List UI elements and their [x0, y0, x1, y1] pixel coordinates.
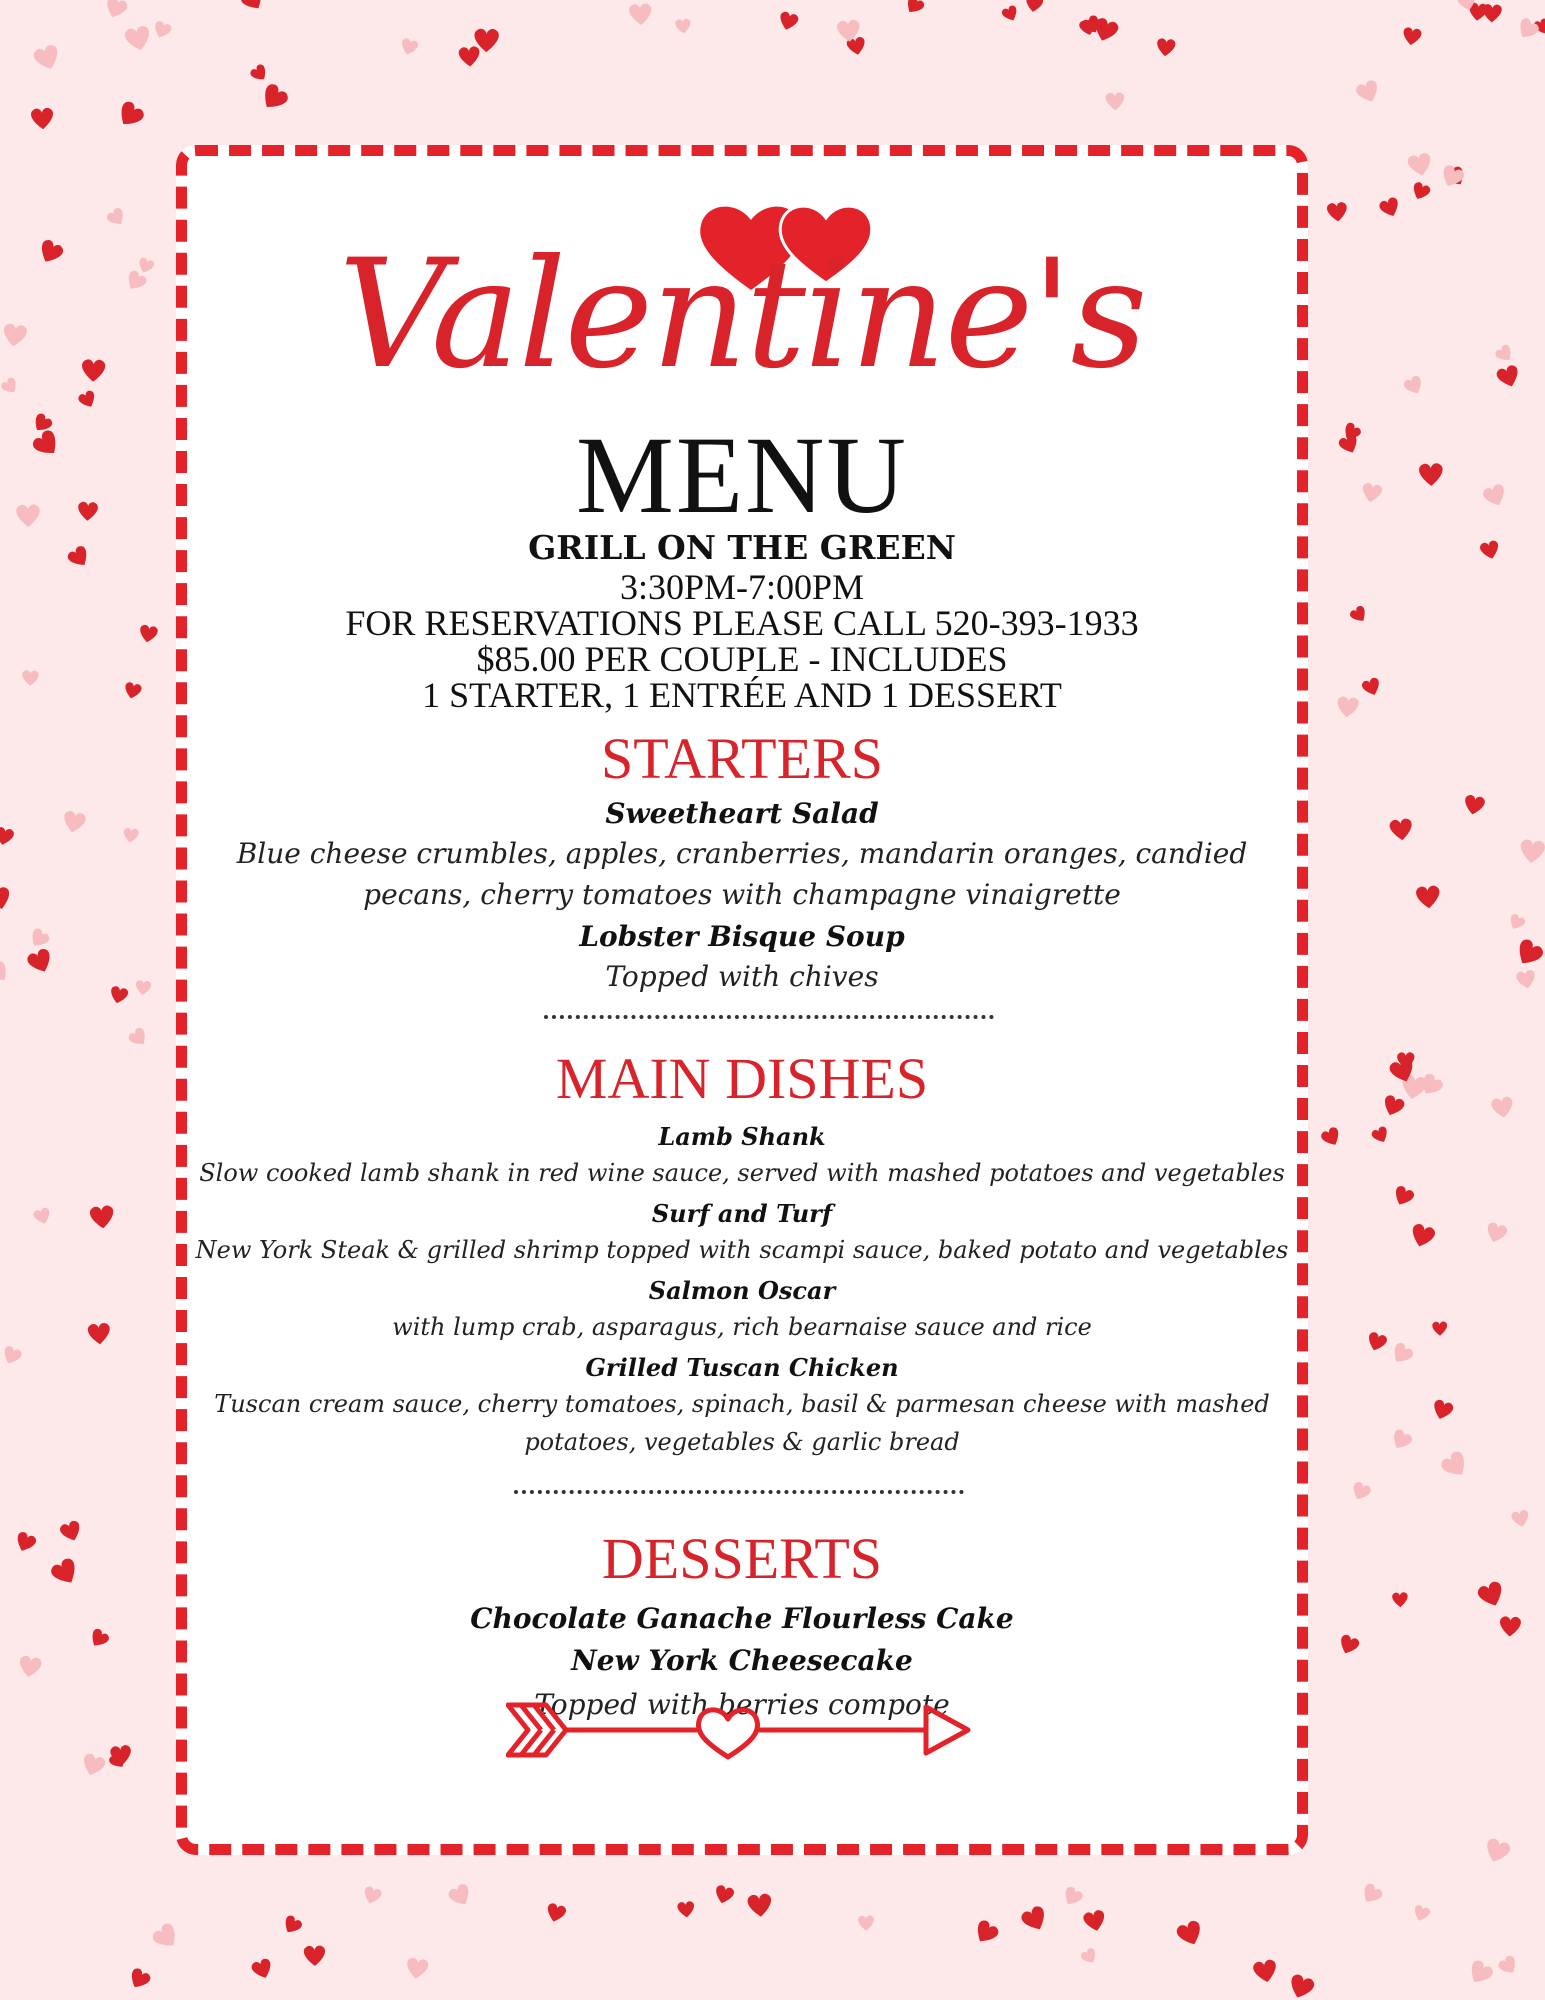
- heart-arrow-icon: [506, 1695, 976, 1765]
- confetti-heart-icon: [138, 624, 158, 644]
- starter-item-name: Lobster Bisque Soup: [579, 920, 905, 953]
- confetti-heart-icon: [1337, 433, 1361, 456]
- confetti-heart-icon: [1410, 181, 1432, 203]
- confetti-heart-icon: [858, 1915, 874, 1930]
- confetti-heart-icon: [713, 1884, 735, 1906]
- confetti-heart-icon: [152, 20, 173, 41]
- confetti-heart-icon: [1370, 1125, 1391, 1145]
- confetti-heart-icon: [123, 681, 143, 700]
- confetti-heart-icon: [0, 376, 20, 397]
- confetti-heart-icon: [971, 1918, 1000, 1947]
- confetti-heart-icon: [1337, 1633, 1361, 1657]
- confetti-heart-icon: [1497, 1954, 1521, 1978]
- confetti-heart-icon: [18, 1655, 43, 1679]
- confetti-heart-icon: [405, 1957, 429, 1980]
- menu-heading: MENU: [576, 414, 908, 536]
- confetti-heart-icon: [1432, 1321, 1447, 1336]
- confetti-heart-icon: [1499, 1616, 1521, 1637]
- confetti-heart-icon: [257, 82, 290, 115]
- section-divider: [514, 1490, 964, 1494]
- confetti-heart-icon: [1175, 1919, 1205, 1949]
- confetti-heart-icon: [25, 947, 55, 976]
- confetti-heart-icon: [1476, 1580, 1507, 1610]
- confetti-heart-icon: [1419, 463, 1443, 486]
- confetti-heart-icon: [0, 959, 12, 986]
- confetti-heart-icon: [1431, 1398, 1455, 1421]
- confetti-heart-icon: [1402, 27, 1422, 47]
- confetti-heart-icon: [280, 1914, 303, 1937]
- confetti-heart-icon: [1389, 818, 1413, 842]
- confetti-heart-icon: [903, 0, 926, 17]
- confetti-heart-icon: [1320, 1126, 1344, 1149]
- section-divider: [544, 1015, 994, 1019]
- confetti-heart-icon: [1354, 79, 1382, 106]
- confetti-heart-icon: [0, 1345, 23, 1367]
- confetti-heart-icon: [124, 25, 153, 53]
- confetti-heart-icon: [66, 544, 93, 571]
- confetti-heart-icon: [59, 1519, 84, 1544]
- confetti-heart-icon: [1156, 38, 1176, 57]
- confetti-heart-icon: [32, 1207, 52, 1227]
- hours-line: 3:30PM-7:00PM: [619, 567, 865, 607]
- confetti-heart-icon: [1001, 4, 1021, 23]
- confetti-heart-icon: [447, 1882, 475, 1909]
- confetti-heart-icon: [747, 1893, 773, 1918]
- confetti-heart-icon: [105, 206, 128, 229]
- confetti-heart-icon: [1326, 202, 1348, 223]
- confetti-heart-icon: [103, 0, 129, 21]
- confetti-heart-icon: [1082, 1909, 1107, 1933]
- main-item-name: Lamb Shank: [658, 1122, 826, 1151]
- confetti-heart-icon: [1380, 1094, 1405, 1119]
- confetti-heart-icon: [1495, 364, 1522, 390]
- confetti-heart-icon: [108, 985, 129, 1005]
- confetti-heart-icon: [1507, 913, 1527, 933]
- confetti-heart-icon: [1479, 540, 1501, 561]
- dessert-item-desc: Topped with berries compote: [534, 1688, 950, 1721]
- confetti-heart-icon: [16, 504, 40, 527]
- confetti-heart-icon: [629, 3, 653, 26]
- confetti-heart-icon: [1079, 1947, 1099, 1967]
- confetti-heart-icon: [677, 1901, 695, 1918]
- confetti-heart-icon: [1286, 1973, 1315, 2000]
- confetti-heart-icon: [1463, 794, 1486, 816]
- confetti-heart-icon: [1490, 1096, 1514, 1119]
- price-line: $85.00 PER COUPLE - INCLUDES: [476, 639, 1008, 679]
- confetti-heart-icon: [126, 1966, 152, 1992]
- confetti-heart-icon: [150, 1921, 182, 1953]
- confetti-heart-icon: [1388, 1341, 1415, 1367]
- confetti-heart-icon: [123, 269, 148, 294]
- confetti-heart-icon: [1024, 0, 1043, 13]
- confetti-heart-icon: [1336, 696, 1359, 718]
- confetti-heart-icon: [49, 1556, 82, 1589]
- confetti-heart-icon: [239, 0, 267, 14]
- confetti-heart-icon: [1348, 604, 1369, 625]
- confetti-heart-icon: [87, 1323, 111, 1346]
- confetti-heart-icon: [0, 886, 13, 912]
- confetti-heart-icon: [1365, 1331, 1388, 1353]
- confetti-heart-icon: [31, 108, 54, 130]
- confetti-heart-icon: [30, 428, 63, 461]
- confetti-heart-icon: [1438, 163, 1466, 190]
- confetti-heart-icon: [458, 46, 480, 67]
- confetti-heart-icon: [1494, 343, 1516, 365]
- menu-content: [176, 145, 1308, 1855]
- confetti-heart-icon: [1514, 16, 1540, 42]
- confetti-heart-icon: [361, 1885, 382, 1906]
- dessert-item-name: New York Cheesecake: [571, 1644, 913, 1677]
- main-item-desc: with lump crab, asparagus, rich bearnaise sauce and rice: [392, 1313, 1092, 1341]
- confetti-heart-icon: [304, 1945, 326, 1966]
- confetti-heart-icon: [777, 11, 799, 33]
- confetti-heart-icon: [114, 99, 146, 131]
- starter-item-desc: pecans, cherry tomatoes with champagne vinaigrette: [363, 878, 1121, 911]
- confetti-heart-icon: [1519, 839, 1545, 865]
- confetti-heart-icon: [1465, 1958, 1495, 1988]
- confetti-heart-icon: [2, 323, 28, 348]
- confetti-heart-icon: [27, 927, 51, 951]
- confetti-heart-icon: [1515, 969, 1537, 990]
- confetti-heart-icon: [77, 502, 98, 522]
- confetti-heart-icon: [1412, 1904, 1432, 1923]
- confetti-heart-icon: [77, 389, 98, 410]
- confetti-heart-icon: [32, 43, 62, 73]
- confetti-heart-icon: [13, 1530, 38, 1554]
- starter-item-desc: Topped with chives: [605, 960, 879, 993]
- starter-item-name: Sweetheart Salad: [605, 797, 879, 830]
- confetti-heart-icon: [1409, 1223, 1437, 1250]
- confetti-heart-icon: [122, 827, 139, 843]
- confetti-heart-icon: [1389, 1428, 1414, 1453]
- confetti-heart-icon: [1060, 1885, 1084, 1909]
- confetti-heart-icon: [127, 1026, 151, 1049]
- confetti-heart-icon: [249, 63, 270, 84]
- confetti-heart-icon: [399, 37, 419, 57]
- main-item-name: Surf and Turf: [651, 1199, 833, 1228]
- confetti-heart-icon: [1392, 1592, 1408, 1608]
- confetti-heart-icon: [81, 359, 105, 382]
- main-dishes-heading: MAIN DISHES: [555, 1046, 929, 1111]
- confetti-heart-icon: [1439, 1449, 1472, 1482]
- main-item-name: Salmon Oscar: [648, 1276, 836, 1305]
- confetti-heart-icon: [1359, 1882, 1384, 1907]
- confetti-heart-icon: [1252, 1959, 1278, 1985]
- main-item-desc: potatoes, vegetables & garlic bread: [524, 1428, 960, 1456]
- main-item-desc: Tuscan cream sauce, cherry tomatoes, spinach, basil & parmesan cheese with mashed: [214, 1390, 1270, 1418]
- starter-item-desc: Blue cheese crumbles, apples, cranberries, mandarin oranges, candied: [236, 837, 1248, 870]
- reservations-line: FOR RESERVATIONS PLEASE CALL 520-393-1933: [345, 603, 1139, 643]
- desserts-heading: DESSERTS: [601, 1526, 883, 1591]
- confetti-heart-icon: [1402, 374, 1425, 397]
- confetti-heart-icon: [22, 670, 39, 686]
- confetti-heart-icon: [1019, 1904, 1050, 1934]
- confetti-heart-icon: [1361, 676, 1383, 698]
- confetti-heart-icon: [545, 1902, 568, 1924]
- confetti-heart-icon: [80, 1752, 107, 1778]
- confetti-heart-icon: [1482, 1837, 1512, 1866]
- main-item-desc: Slow cooked lamb shank in red wine sauce, served with mashed potatoes and vegetables: [199, 1159, 1285, 1187]
- confetti-heart-icon: [1481, 483, 1508, 510]
- includes-line: 1 STARTER, 1 ENTRÉE AND 1 DESSERT: [422, 675, 1062, 715]
- confetti-heart-icon: [250, 1957, 275, 1981]
- confetti-heart-icon: [1361, 482, 1383, 504]
- confetti-heart-icon: [87, 1627, 111, 1650]
- confetti-heart-icon: [1416, 885, 1441, 909]
- confetti-heart-icon: [136, 257, 155, 276]
- main-item-desc: New York Steak & grilled shrimp topped with scampi sauce, baked potato and vegetables: [195, 1236, 1289, 1264]
- confetti-heart-icon: [61, 810, 86, 835]
- starters-heading: STARTERS: [601, 726, 883, 791]
- confetti-heart-icon: [1511, 1509, 1531, 1528]
- confetti-heart-icon: [135, 980, 151, 996]
- confetti-heart-icon: [89, 1205, 115, 1230]
- valentines-title: Valentine's: [338, 228, 1146, 402]
- confetti-heart-icon: [675, 18, 692, 34]
- confetti-heart-icon: [1512, 937, 1545, 970]
- confetti-heart-icon: [1105, 92, 1124, 110]
- confetti-heart-icon: [1391, 1184, 1416, 1208]
- confetti-heart-icon: [36, 238, 65, 267]
- confetti-heart-icon: [1482, 4, 1502, 23]
- main-item-name: Grilled Tuscan Chicken: [585, 1353, 899, 1382]
- confetti-heart-icon: [1378, 196, 1402, 220]
- confetti-heart-icon: [1349, 1480, 1372, 1502]
- confetti-heart-icon: [1407, 152, 1434, 178]
- dessert-item-name: Chocolate Ganache Flourless Cake: [470, 1602, 1014, 1635]
- confetti-heart-icon: [0, 826, 15, 847]
- restaurant-name: GRILL ON THE GREEN: [528, 528, 956, 567]
- confetti-heart-icon: [1484, 1221, 1508, 1245]
